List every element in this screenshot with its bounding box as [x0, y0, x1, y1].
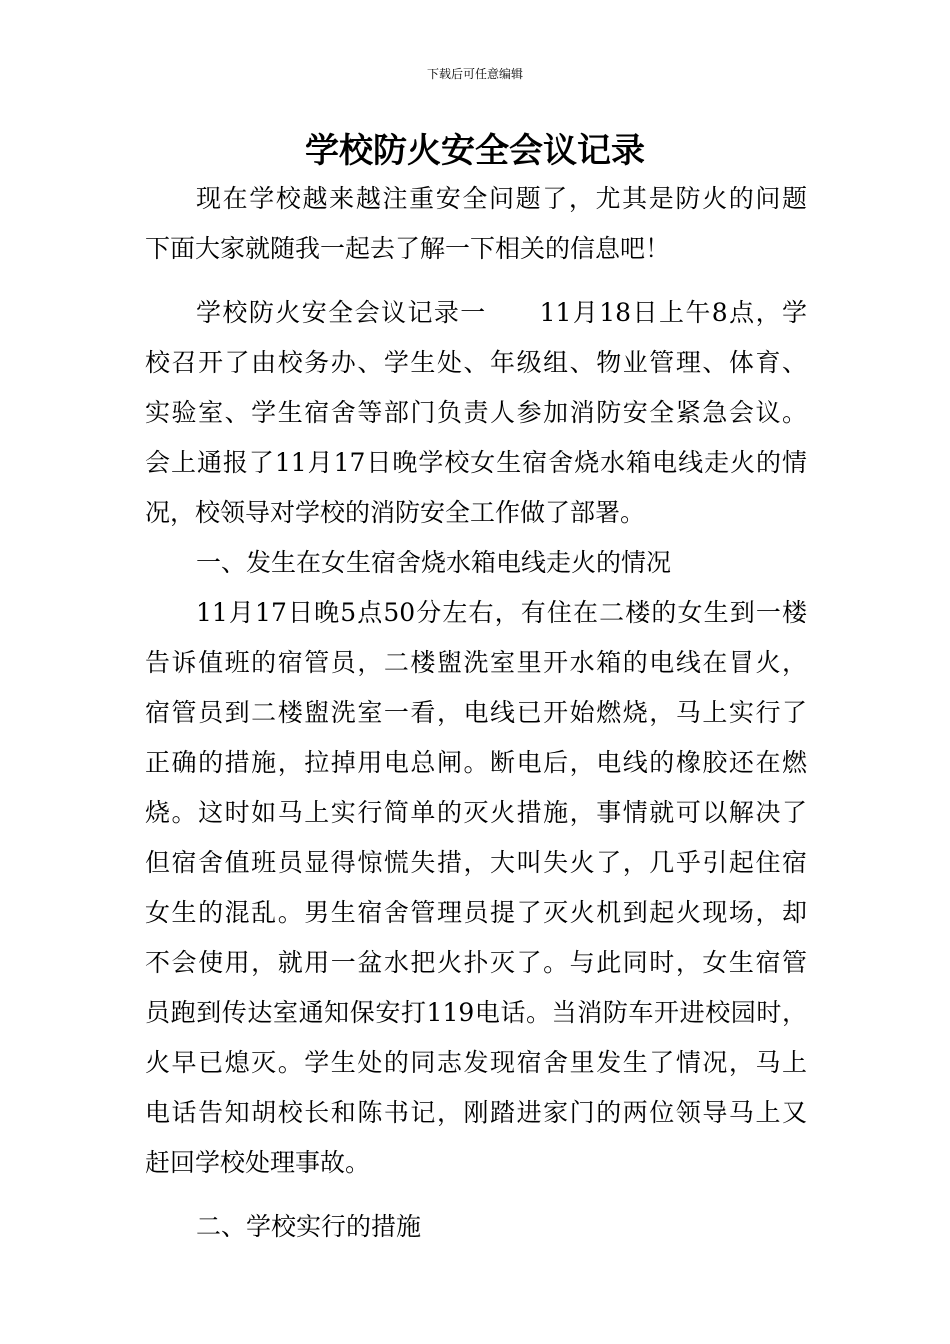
body-line: 会上通报了11月17日晚学校女生宿舍烧水箱电线走火的情	[145, 448, 807, 477]
body-line: 现在学校越来越注重安全问题了，尤其是防火的问题	[196, 184, 807, 213]
body-line: 校召开了由校务办、学生处、年级组、物业管理、体育、	[145, 348, 807, 377]
page-header-note: 下载后可任意编辑	[426, 67, 523, 81]
body-line: 告诉值班的宿管员，二楼盥洗室里开水箱的电线在冒火，	[145, 648, 807, 677]
body-line: 下面大家就随我一起去了解一下相关的信息吧！	[145, 234, 671, 263]
body-line: 11月17日晚5点50分左右，有住在二楼的女生到一楼	[196, 598, 807, 627]
document-body	[145, 174, 807, 1252]
section-heading: 二、学校实行的措施	[196, 1212, 422, 1241]
paragraph-gap	[145, 274, 807, 288]
body-line: 电话告知胡校长和陈书记，刚踏进家门的两位领导马上又	[145, 1098, 807, 1127]
body-line: 宿管员到二楼盥洗室一看，电线已开始燃烧，马上实行了	[145, 698, 807, 727]
body-line: 正确的措施，拉掉用电总闸。断电后，电线的橡胶还在燃	[145, 748, 807, 777]
body-line: 但宿舍值班员显得惊慌失措，大叫失火了，几乎引起住宿	[145, 848, 807, 877]
section-heading: 一、发生在女生宿舍烧水箱电线走火的情况	[196, 548, 672, 577]
body-line: 员跑到传达室通知保安打119电话。当消防车开进校园时，	[145, 998, 807, 1027]
body-line: 况，校领导对学校的消防安全工作做了部署。	[145, 498, 646, 527]
body-line: 实验室、学生宿舍等部门负责人参加消防安全紧急会议。	[145, 398, 807, 427]
body-line: 不会使用，就用一盆水把火扑灭了。与此同时，女生宿管	[145, 948, 807, 977]
body-line: 火早已熄灭。学生处的同志发现宿舍里发生了情况，马上	[145, 1048, 807, 1077]
body-line: 学校防火安全会议记录一 11月18日上午8点，学	[196, 298, 807, 327]
body-line: 烧。这时如马上实行简单的灭火措施，事情就可以解决了	[145, 798, 807, 827]
paragraph-gap	[145, 1188, 807, 1202]
document-title: 学校防火安全会议记录	[305, 131, 645, 171]
body-line: 女生的混乱。男生宿舍管理员提了灭火机到起火现场，却	[145, 898, 807, 927]
body-line: 赶回学校处理事故。	[145, 1148, 371, 1177]
